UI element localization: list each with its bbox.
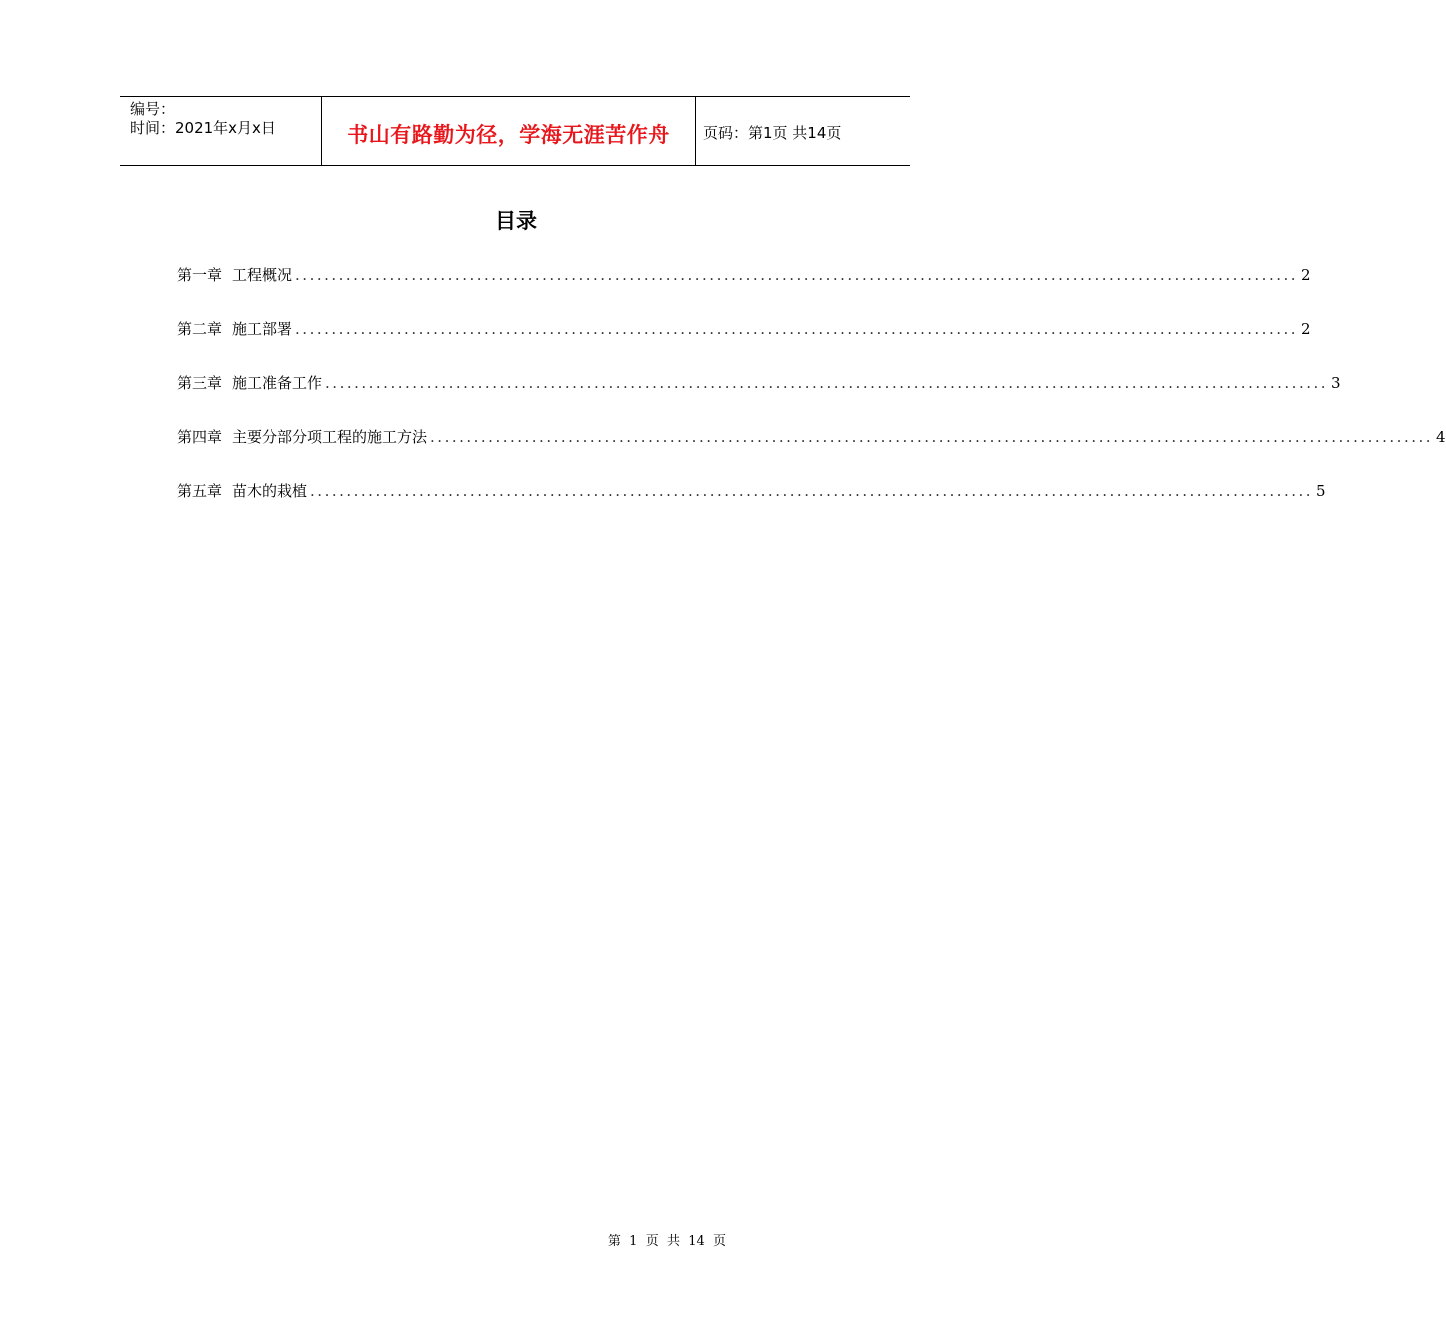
- toc-entry-name: 工程概况: [232, 266, 293, 284]
- toc-page-number: 2: [1301, 266, 1311, 284]
- toc-leader-dots: ..........................................................................................................................................: [325, 374, 1329, 392]
- toc-entry-name: 苗木的栽植: [232, 482, 308, 500]
- toc-leader-dots: ..........................................................................................................................................: [295, 320, 1299, 338]
- toc-entry-name: 施工准备工作: [232, 374, 323, 392]
- document-number-label: 编号：: [130, 100, 176, 118]
- toc-entry[interactable]: [177, 318, 1311, 372]
- header-page-cell: [695, 97, 910, 165]
- document-time-label: 时间：2021年x月x日: [130, 119, 276, 137]
- toc-leader-dots: ..........................................................................................................................................: [310, 482, 1314, 500]
- toc-page-number: 3: [1331, 374, 1341, 392]
- toc-leader-dots: ..........................................................................................................................................: [295, 266, 1299, 284]
- toc-chapter: 第五章: [177, 482, 223, 500]
- toc-page-number: 2: [1301, 320, 1311, 338]
- toc-title: 目录: [495, 208, 537, 233]
- toc-leader-dots: ..........................................................................................................................................: [430, 428, 1434, 446]
- toc-chapter: 第三章: [177, 374, 223, 392]
- page-footer: 第 1 页 共 14 页: [607, 1234, 727, 1249]
- toc-page-number: 4: [1436, 428, 1446, 446]
- toc-entry[interactable]: [177, 372, 1341, 426]
- header-meta-cell: [120, 97, 320, 165]
- toc-chapter: 第二章: [177, 320, 223, 338]
- header-motto-cell: [321, 97, 696, 165]
- toc-page-number: 5: [1316, 482, 1326, 500]
- toc-chapter: 第一章: [177, 266, 223, 284]
- toc-entry-name: 主要分部分项工程的施工方法: [232, 428, 428, 446]
- toc-entry[interactable]: [177, 480, 1326, 534]
- toc-entry-name: 施工部署: [232, 320, 293, 338]
- header-motto: 书山有路勤为径，学海无涯苦作舟: [347, 123, 670, 147]
- header-page-info: 页码：第1页 共14页: [703, 124, 842, 142]
- toc-entry[interactable]: [177, 426, 1446, 480]
- toc-entry[interactable]: [177, 264, 1311, 318]
- toc-chapter: 第四章: [177, 428, 223, 446]
- page-header: [120, 96, 910, 166]
- table-of-contents: [177, 264, 1446, 534]
